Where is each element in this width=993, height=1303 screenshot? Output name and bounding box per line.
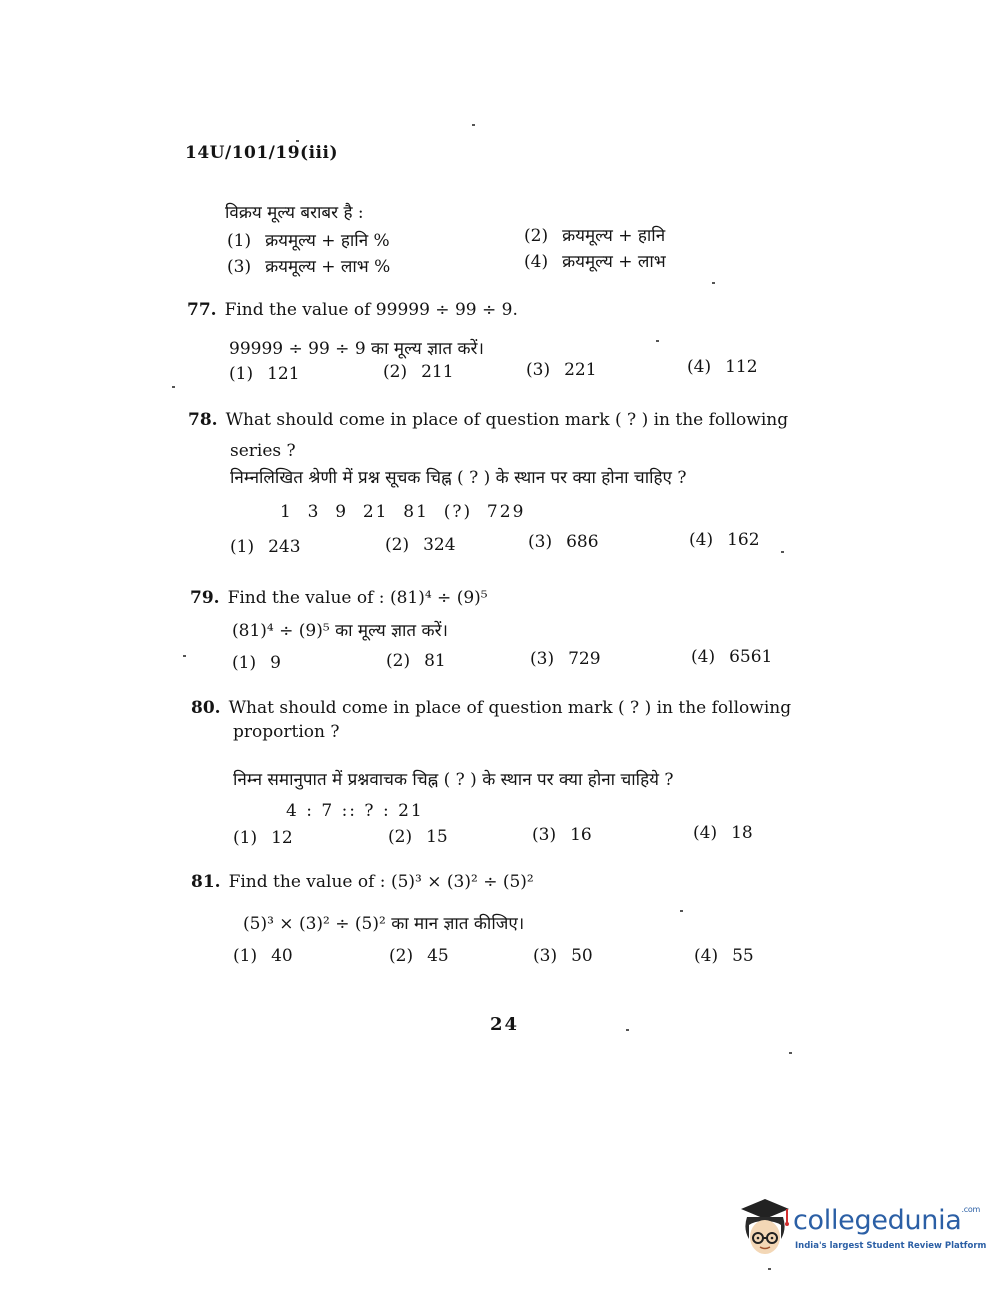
q79-option-1: (1) 9	[232, 653, 281, 673]
q78-hindi: निम्नलिखित श्रेणी में प्रश्न सूचक चिह्न ( ? ) के स्थान पर क्या होना चाहिए ?	[230, 468, 687, 488]
collegedunia-logo[interactable]	[735, 1195, 987, 1265]
scan-speck	[626, 1029, 629, 1031]
logo-wordmark: collegedunia$^{.com}$	[793, 1205, 980, 1236]
q76-option-3: (3) क्रयमूल्य + लाभ %	[227, 257, 391, 277]
page-number: 24	[490, 1014, 520, 1035]
scan-speck	[472, 124, 475, 126]
q77-hindi: 99999 ÷ 99 ÷ 9 का मूल्य ज्ञात करें।	[229, 339, 484, 359]
q81-option-1: (1) 40	[233, 946, 293, 966]
q80-hindi: निम्न समानुपात में प्रश्नवाचक चिह्न ( ? ) के स्थान पर क्या होना चाहिये ?	[233, 770, 674, 790]
scan-speck	[183, 655, 186, 657]
scan-speck	[712, 282, 715, 284]
q79-option-2: (2) 81	[386, 651, 446, 671]
q79-option-3: (3) 729	[530, 649, 601, 669]
q78-series: 1 3 9 21 81 (?) 729	[280, 502, 526, 522]
q76-stem: विक्रय मूल्य बराबर है :	[225, 203, 364, 223]
q80-english-cont: proportion ?	[233, 722, 340, 742]
q78-option-2: (2) 324	[385, 535, 456, 555]
q80-option-2: (2) 15	[388, 827, 448, 847]
q76-option-1: (1) क्रयमूल्य + हानि %	[227, 231, 390, 251]
q77-option-3: (3) 221	[526, 360, 597, 380]
q78-option-1: (1) 243	[230, 537, 301, 557]
q80-option-3: (3) 16	[532, 825, 592, 845]
q79-option-4: (4) 6561	[691, 647, 773, 667]
scan-speck	[296, 140, 299, 142]
scan-speck	[172, 386, 175, 388]
q78-english-cont: series ?	[230, 441, 296, 461]
q78-option-4: (4) 162	[689, 530, 760, 550]
q79-hindi: (81)⁴ ÷ (9)⁵ का मूल्य ज्ञात करें।	[232, 621, 448, 641]
q77-option-1: (1) 121	[229, 364, 300, 384]
student-mascot-icon	[735, 1195, 795, 1261]
scan-speck	[656, 340, 659, 342]
q78-option-3: (3) 686	[528, 532, 599, 552]
scan-speck	[789, 1052, 792, 1054]
q77-english: 77. Find the value of 99999 ÷ 99 ÷ 9.	[187, 300, 518, 320]
q81-option-3: (3) 50	[533, 946, 593, 966]
scan-speck	[781, 551, 784, 553]
q80-english: 80. What should come in place of question mark ( ? ) in the following	[191, 698, 792, 718]
q81-hindi: (5)³ × (3)² ÷ (5)² का मान ज्ञात कीजिए।	[243, 914, 525, 934]
q77-option-2: (2) 211	[383, 362, 454, 382]
scan-speck	[680, 910, 683, 912]
logo-tagline: India's largest Student Review Platform	[795, 1241, 987, 1251]
q80-proportion: 4 : 7 :: ? : 21	[286, 801, 424, 821]
q76-option-4: (4) क्रयमूल्य + लाभ	[524, 252, 666, 272]
q81-english: 81. Find the value of : (5)³ × (3)² ÷ (5)²	[191, 872, 534, 892]
q77-option-4: (4) 112	[687, 357, 758, 377]
q79-english: 79. Find the value of : (81)⁴ ÷ (9)⁵	[190, 588, 488, 608]
paper-code: 14U/101/19(iii)	[185, 143, 339, 163]
q78-english: 78. What should come in place of question mark ( ? ) in the following	[188, 410, 789, 430]
scan-speck	[768, 1268, 771, 1270]
q76-option-2: (2) क्रयमूल्य + हानि	[524, 226, 666, 246]
q81-option-2: (2) 45	[389, 946, 449, 966]
q80-option-1: (1) 12	[233, 828, 293, 848]
q81-option-4: (4) 55	[694, 946, 754, 966]
q80-option-4: (4) 18	[693, 823, 753, 843]
